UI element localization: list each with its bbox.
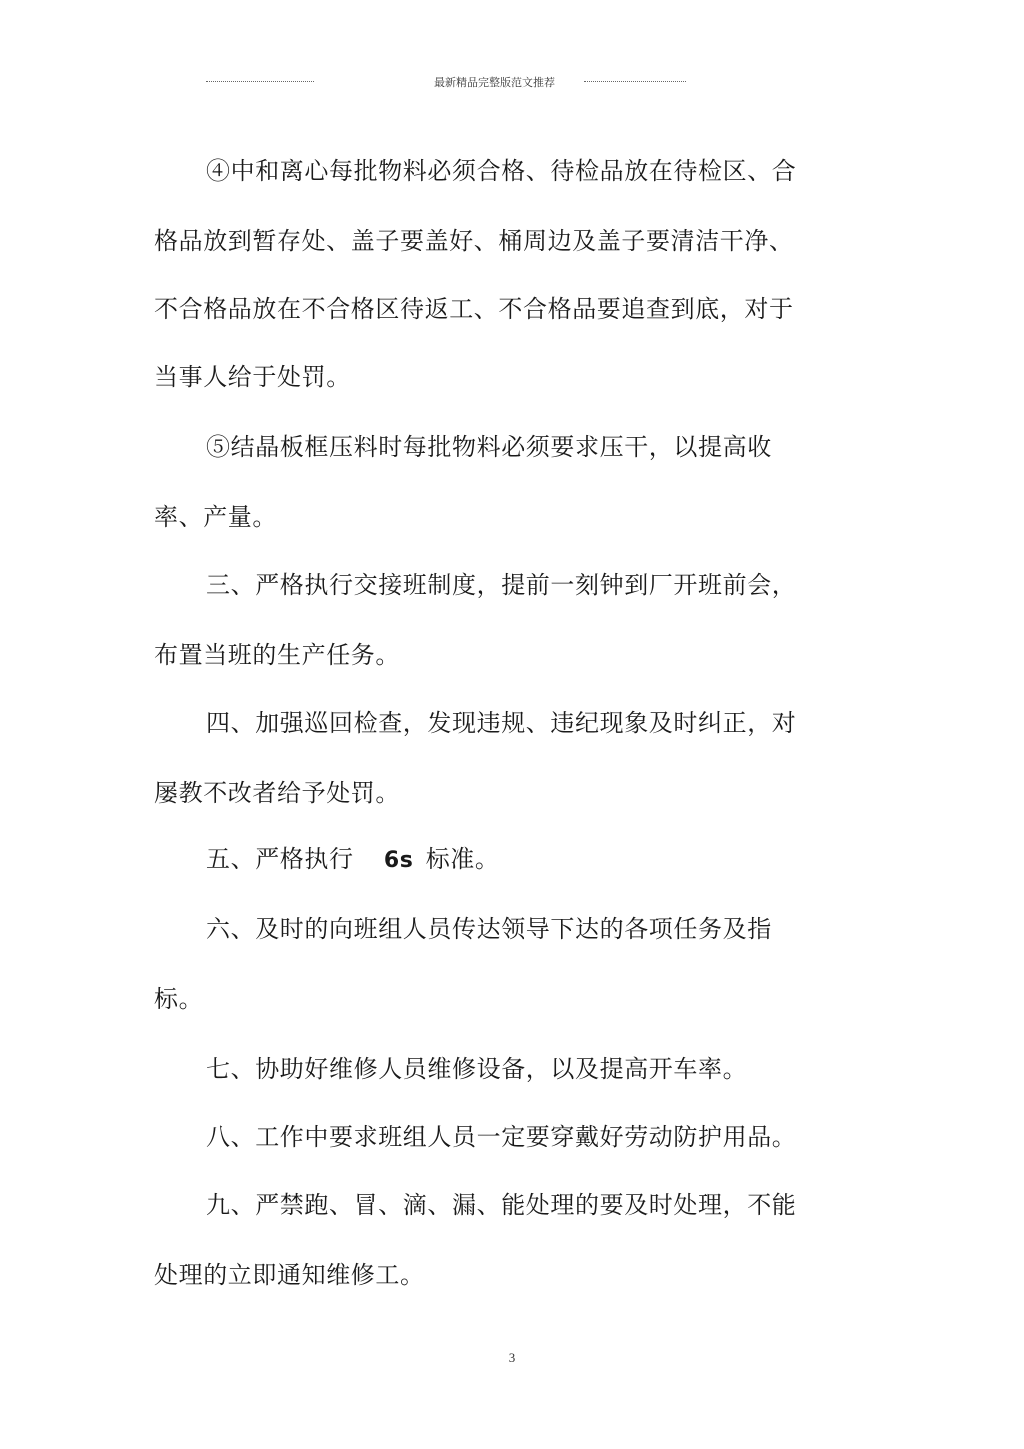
paragraph-text: 五、严格执行 — [206, 845, 354, 873]
paragraph-line: 六、及时的向班组人员传达领导下达的各项任务及指 — [206, 915, 772, 943]
page-header — [206, 72, 686, 92]
paragraph-line: 处理的立即通知维修工。 — [154, 1261, 425, 1289]
header-title: 最新精品完整版范文推荐 — [434, 76, 555, 89]
paragraph-line: 三、严格执行交接班制度，提前一刻钟到厂开班前会， — [206, 571, 797, 599]
paragraph-line: 标。 — [154, 985, 204, 1013]
paragraph-line-6s — [206, 843, 500, 877]
paragraph-line: ④中和离心每批物料必须合格、待检品放在待检区、合 — [206, 157, 797, 185]
paragraph-line: 格品放到暂存处、盖子要盖好、桶周边及盖子要清洁干净、 — [154, 227, 794, 255]
paragraph-line: 七、协助好维修人员维修设备，以及提高开车率。 — [206, 1055, 748, 1083]
paragraph-line: 当事人给于处罚。 — [154, 363, 351, 391]
paragraph-line: 八、工作中要求班组人员一定要穿戴好劳动防护用品。 — [206, 1123, 797, 1151]
header-rule-right — [584, 81, 686, 82]
page-number: 3 — [508, 1350, 516, 1365]
paragraph-line: 四、加强巡回检查，发现违规、违纪现象及时纠正，对 — [206, 709, 797, 737]
paragraph-line: 屡教不改者给予处罚。 — [154, 779, 400, 807]
paragraph-line: ⑤结晶板框压料时每批物料必须要求压干，以提高收 — [206, 433, 772, 461]
paragraph-line: 率、产量。 — [154, 503, 277, 531]
paragraph-line: 不合格品放在不合格区待返工、不合格品要追查到底，对于 — [154, 295, 794, 323]
header-rule-left — [206, 81, 314, 82]
paragraph-line: 九、严禁跑、冒、滴、漏、能处理的要及时处理，不能 — [206, 1191, 797, 1219]
paragraph-line: 布置当班的生产任务。 — [154, 641, 400, 669]
paragraph-text: 标准。 — [425, 845, 500, 873]
standard-code: 6s — [383, 848, 414, 873]
